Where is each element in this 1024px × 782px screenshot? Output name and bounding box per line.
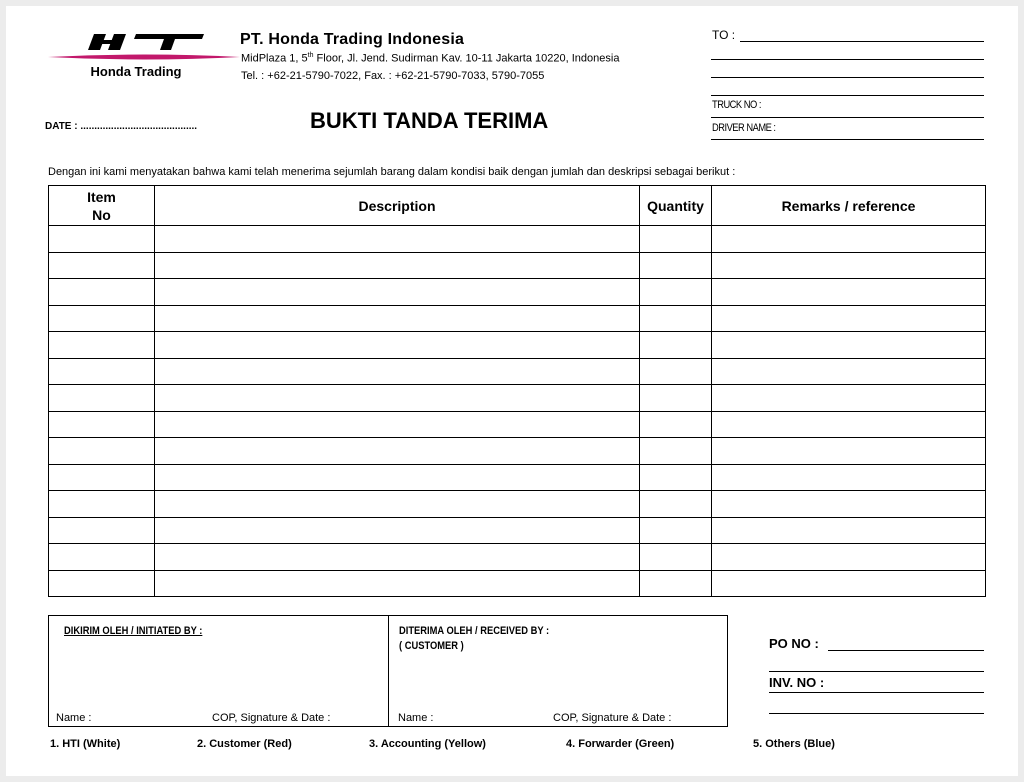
remarks-cell[interactable] [712, 358, 986, 385]
table-row [49, 411, 986, 438]
date-field[interactable]: DATE : .......................................... [45, 121, 198, 132]
quantity-cell[interactable] [640, 544, 712, 571]
item-no-cell[interactable] [49, 385, 155, 412]
to-line-1[interactable] [740, 41, 984, 42]
description-cell[interactable] [155, 411, 640, 438]
col-header-item-no: Item No [49, 186, 155, 226]
remarks-cell[interactable] [712, 226, 986, 253]
logo-swoosh [48, 55, 240, 60]
company-contact: Tel. : +62-21-5790-7022, Fax. : +62-21-5790-7033, 5790-7055 [241, 70, 545, 82]
copy-distribution-item: 1. HTI (White) [50, 738, 121, 750]
document-title: BUKTI TANDA TERIMA [310, 108, 549, 133]
description-cell[interactable] [155, 464, 640, 491]
remarks-cell[interactable] [712, 252, 986, 279]
quantity-cell[interactable] [640, 438, 712, 465]
item-no-cell[interactable] [49, 464, 155, 491]
table-row [49, 385, 986, 412]
description-cell[interactable] [155, 570, 640, 597]
table-row [49, 517, 986, 544]
table-row [49, 332, 986, 359]
copy-distribution-item: 4. Forwarder (Green) [566, 738, 675, 750]
item-no-cell[interactable] [49, 491, 155, 518]
quantity-cell[interactable] [640, 411, 712, 438]
intro-statement: Dengan ini kami menyatakan bahwa kami telah menerima sejumlah barang dalam kondisi baik dengan jumlah dan deskripsi sebagai berikut : [48, 166, 736, 178]
remarks-cell[interactable] [712, 385, 986, 412]
table-row [49, 491, 986, 518]
remarks-cell[interactable] [712, 279, 986, 306]
truck-no-line[interactable] [711, 117, 984, 118]
item-no-cell[interactable] [49, 544, 155, 571]
company-name: PT. Honda Trading Indonesia [240, 31, 465, 48]
remarks-cell[interactable] [712, 305, 986, 332]
remarks-cell[interactable] [712, 570, 986, 597]
description-cell[interactable] [155, 279, 640, 306]
quantity-cell[interactable] [640, 464, 712, 491]
description-cell[interactable] [155, 252, 640, 279]
item-no-cell[interactable] [49, 252, 155, 279]
po-no-line[interactable] [828, 650, 984, 651]
quantity-cell[interactable] [640, 332, 712, 359]
table-row [49, 358, 986, 385]
table-row [49, 464, 986, 491]
remarks-cell[interactable] [712, 517, 986, 544]
items-body [49, 226, 986, 597]
remarks-cell[interactable] [712, 332, 986, 359]
quantity-cell[interactable] [640, 570, 712, 597]
remarks-cell[interactable] [712, 464, 986, 491]
to-label: TO : [712, 28, 736, 42]
table-row [49, 570, 986, 597]
copy-distribution-item: 2. Customer (Red) [197, 738, 292, 750]
description-cell[interactable] [155, 517, 640, 544]
remarks-cell[interactable] [712, 491, 986, 518]
company-address: MidPlaza 1, 5th Floor, Jl. Jend. Sudirman Kav. 10-11 Jakarta 10220, Indonesia [241, 52, 620, 65]
to-line-3[interactable] [711, 77, 984, 78]
description-cell[interactable] [155, 544, 640, 571]
description-cell[interactable] [155, 491, 640, 518]
item-no-cell[interactable] [49, 517, 155, 544]
copy-distribution-item: 5. Others (Blue) [753, 738, 835, 750]
remarks-cell[interactable] [712, 544, 986, 571]
item-no-cell[interactable] [49, 226, 155, 253]
logo-company-name: Honda Trading [90, 64, 182, 79]
table-row [49, 279, 986, 306]
items-table [48, 185, 986, 597]
table-header-row [49, 186, 986, 226]
table-row [49, 252, 986, 279]
quantity-cell[interactable] [640, 385, 712, 412]
description-cell[interactable] [155, 332, 640, 359]
description-cell[interactable] [155, 438, 640, 465]
table-row [49, 544, 986, 571]
quantity-cell[interactable] [640, 279, 712, 306]
quantity-cell[interactable] [640, 226, 712, 253]
remarks-cell[interactable] [712, 438, 986, 465]
table-row [49, 438, 986, 465]
table-row [49, 226, 986, 253]
copy-distribution-item: 3. Accounting (Yellow) [369, 738, 486, 750]
driver-name-label: DRIVER NAME : [712, 122, 776, 134]
item-no-cell[interactable] [49, 411, 155, 438]
inv-no-label: INV. NO : [769, 675, 825, 690]
receiver-name-field[interactable]: Name : [398, 712, 434, 724]
item-no-cell[interactable] [49, 358, 155, 385]
table-row [49, 305, 986, 332]
signature-divider [388, 615, 389, 727]
receiver-signature-field[interactable]: COP, Signature & Date : [553, 712, 672, 724]
col-header-description: Description [155, 186, 640, 226]
sender-signature-field[interactable]: COP, Signature & Date : [212, 712, 331, 724]
receiver-heading: DITERIMA OLEH / RECEIVED BY : [399, 625, 550, 637]
quantity-cell[interactable] [640, 252, 712, 279]
col-header-quantity: Quantity [640, 186, 712, 226]
item-no-cell[interactable] [49, 279, 155, 306]
col-header-remarks: Remarks / reference [712, 186, 986, 226]
item-no-cell[interactable] [49, 438, 155, 465]
inv-no-line-2[interactable] [769, 713, 984, 714]
truck-no-label: TRUCK NO : [712, 99, 761, 111]
quantity-cell[interactable] [640, 358, 712, 385]
po-no-line-2[interactable] [769, 671, 984, 672]
to-line-4[interactable] [711, 95, 984, 96]
to-line-2[interactable] [711, 59, 984, 60]
description-cell[interactable] [155, 226, 640, 253]
logo-ht-letters [88, 34, 204, 50]
quantity-cell[interactable] [640, 517, 712, 544]
item-no-cell[interactable] [49, 570, 155, 597]
quantity-cell[interactable] [640, 305, 712, 332]
po-no-label: PO NO : [769, 636, 819, 651]
remarks-cell[interactable] [712, 411, 986, 438]
description-cell[interactable] [155, 358, 640, 385]
driver-name-line[interactable] [711, 139, 984, 140]
description-cell[interactable] [155, 305, 640, 332]
inv-no-line[interactable] [769, 692, 984, 693]
item-no-cell[interactable] [49, 332, 155, 359]
item-no-cell[interactable] [49, 305, 155, 332]
quantity-cell[interactable] [640, 491, 712, 518]
sender-heading: DIKIRIM OLEH / INITIATED BY : [64, 625, 203, 637]
description-cell[interactable] [155, 385, 640, 412]
sender-name-field[interactable]: Name : [56, 712, 92, 724]
receiver-customer-label: ( CUSTOMER ) [399, 640, 464, 652]
